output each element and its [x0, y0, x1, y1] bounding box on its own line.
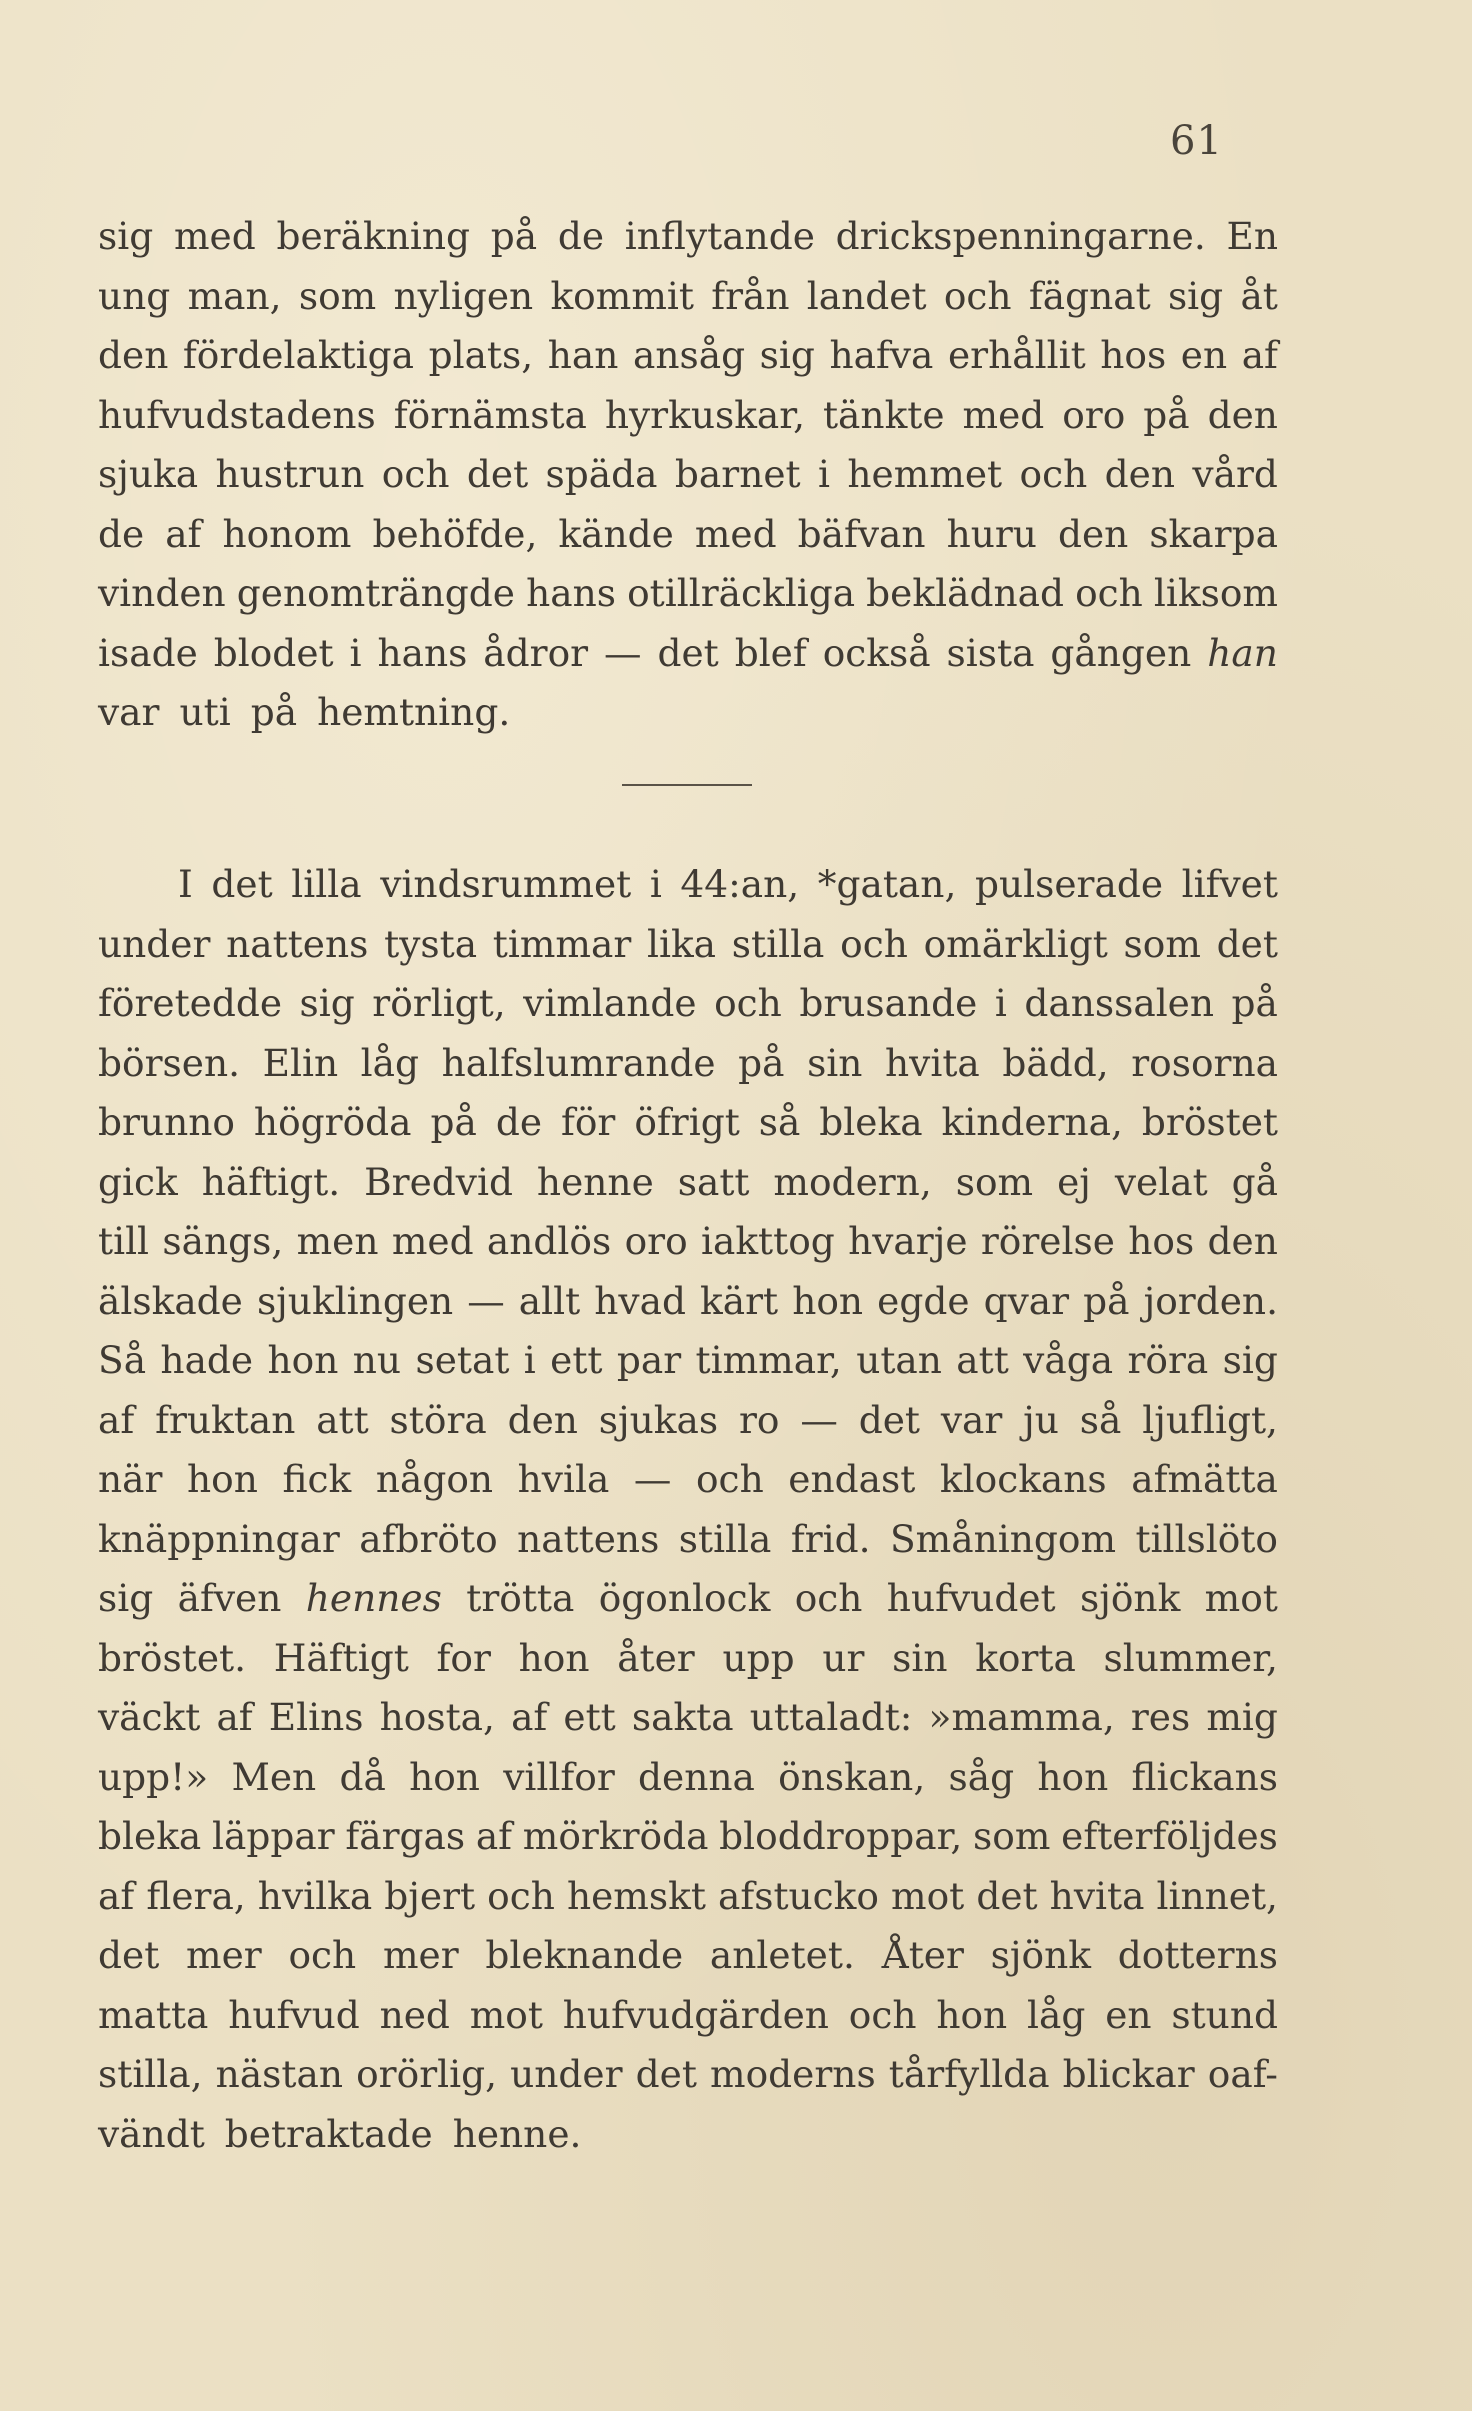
text-line: sig med beräkning på de inflytande drickspenningarne. En	[98, 214, 1278, 258]
section-separator	[622, 784, 752, 786]
text-line: börsen. Elin låg halfslumrande på sin hvita bädd, rosorna	[98, 1040, 1278, 1085]
text-line: sjuka hustrun och det späda barnet i hemmet och den vård	[98, 452, 1278, 496]
text-line: matta hufvud ned mot hufvudgärden och hon låg en stund	[98, 1992, 1278, 2037]
text-line: när hon fick någon hvila — och endast klockans afmätta	[98, 1457, 1278, 1501]
text-line: af fruktan att störa den sjukas ro — det var ju så ljufligt,	[98, 1397, 1278, 1442]
text-line: knäppningar afbröto nattens stilla frid. Småningom tillslöto	[98, 1516, 1278, 1561]
text-line: den fördelaktiga plats, han ansåg sig hafva erhållit hos en af	[98, 333, 1278, 377]
text-line: det mer och mer bleknande anletet. Åter sjönk dotterns	[98, 1933, 1278, 1977]
text-line: till sängs, men med andlös oro iakttog hvarje rörelse hos den	[98, 1219, 1278, 1263]
text-line: gick häftigt. Bredvid henne satt modern, som ej velat gå	[98, 1159, 1278, 1204]
text-line: älskade sjuklingen — allt hvad kärt hon egde qvar på jorden.	[98, 1278, 1278, 1323]
text-line: stilla, nästan orörlig, under det moderns tårfyllda blickar oaf-	[98, 2052, 1278, 2096]
text-line: de af honom behöfde, kände med bäfvan huru den skarpa	[98, 511, 1278, 556]
text-line: brunno högröda på de för öfrigt så bleka kinderna, bröstet	[98, 1100, 1278, 1144]
text-line: under nattens tysta timmar lika stilla och omärkligt som det	[98, 921, 1278, 966]
text-line: hufvudstadens förnämsta hyrkuskar, tänkte med oro på den	[98, 392, 1278, 437]
text-line: Så hade hon nu setat i ett par timmar, utan att våga röra sig	[98, 1338, 1278, 1382]
text-line: vinden genomträngde hans otillräckliga beklädnad och liksom	[98, 571, 1278, 615]
text-line: företedde sig rörligt, vimlande och brusande i danssalen på	[98, 981, 1278, 1025]
text-line: var uti på hemtning.	[98, 690, 511, 734]
text-line: väckt af Elins hosta, af ett sakta uttaladt: »mamma, res mig	[98, 1695, 1278, 1739]
text-line: I det lilla vindsrummet i 44:an, *gatan, pulserade lifvet	[178, 862, 1278, 906]
text-line: sig äfven hennes trötta ögonlock och hufvudet sjönk mot	[98, 1576, 1278, 1620]
text-line: bleka läppar färgas af mörkröda bloddroppar, som efterföljdes	[98, 1814, 1278, 1858]
text-line: bröstet. Häftigt for hon åter upp ur sin korta slummer,	[98, 1635, 1278, 1680]
text-line: isade blodet i hans ådror — det blef också sista gången han	[98, 630, 1278, 675]
text-line: vändt betraktade henne.	[98, 2111, 582, 2156]
text-line: ung man, som nyligen kommit från landet och fägnat sig åt	[98, 273, 1278, 318]
text-line: af flera, hvilka bjert och hemskt afstucko mot det hvita linnet,	[98, 1873, 1278, 1918]
text-line: upp!» Men då hon villfor denna önskan, såg hon flickans	[98, 1754, 1278, 1799]
page-number: 61	[1170, 118, 1223, 164]
